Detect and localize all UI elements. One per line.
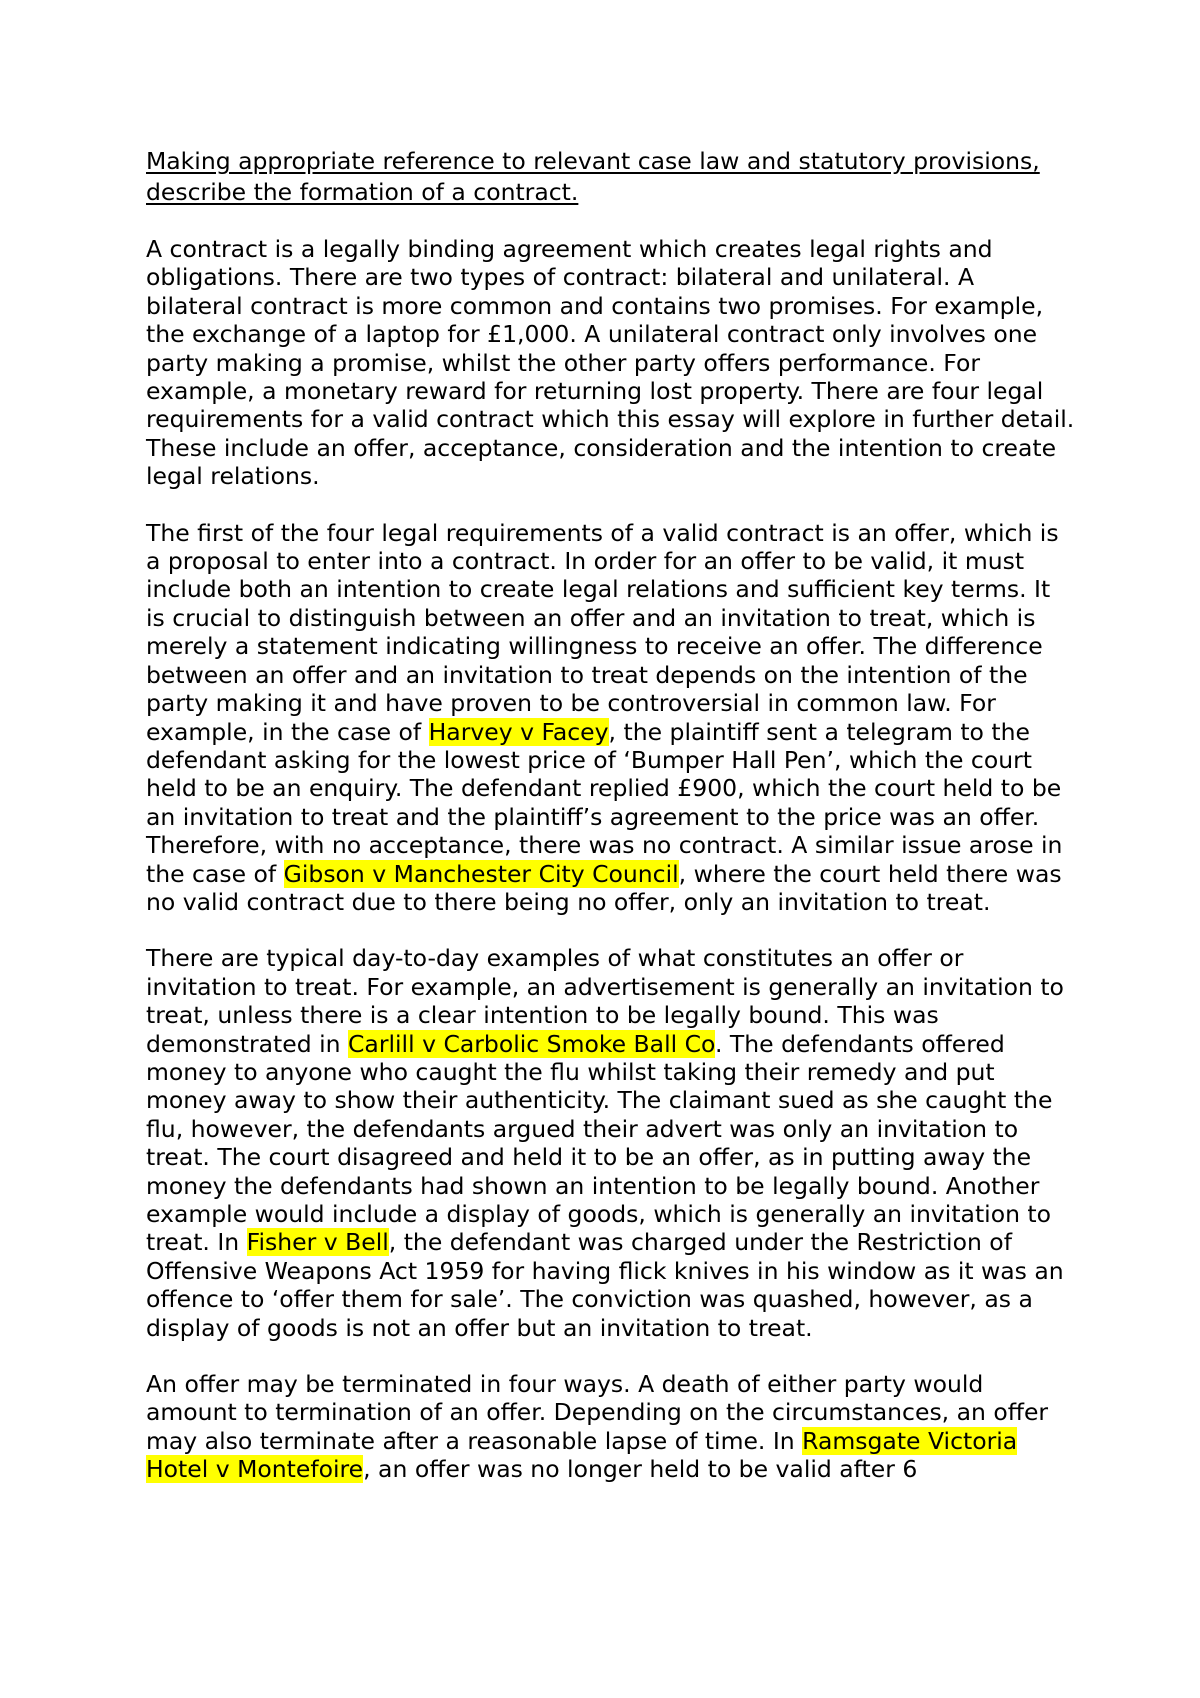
paragraph-text: , the plaintiff sent a telegram to the defendant asking for the lowest price of ‘Bumper Hall Pen’, which the court held to be an enquiry. The defendant replied £900, which the court held to be an invitation to treat and the plaintiff’s agreement to the price was an offer. Therefore, with no acceptance, there was no contract. A similar issue arose in the case of [146,717,1063,888]
paragraph [146,235,1076,491]
paragraph-text: . The defendants offered money to anyone who caught the flu whilst taking their remedy and put money away to show their authenticity. The claimant sued as she caught the flu, however, the defendants argued their advert was only an invitation to treat. The court disagreed and held it to be an offer, as in putting away the money the defendants had shown an intention to be legally bound. Another example would include a display of goods, which is generally an invitation to treat. In [146,1029,1053,1257]
paragraph-text: A contract is a legally binding agreement which creates legal rights and obligations. There are two types of contract: bilateral and unilateral. A bilateral contract is more common and contains two promises. For example, the exchange of a laptop for £1,000. A unilateral contract only involves one party making a promise, whilst the other party offers performance. For example, a monetary reward for returning lost property. There are four legal requirements for a valid contract which this essay will explore in further detail. These include an offer, acceptance, consideration and the intention to create legal relations. [146,235,1075,491]
paragraph-text: , an offer was no longer held to be valid after 6 [363,1455,918,1484]
case-name-highlight: Ramsgate Victoria Hotel v Montefoire [146,1426,1018,1484]
paragraph-text: , the defendant was charged under the Restriction of Offensive Weapons Act 1959 for having flick knives in his window as it was an offence to ‘offer them for sale’. The conviction was quashed, however, as a display of goods is not an offer but an invitation to treat. [146,1228,1064,1342]
essay-title: Making appropriate reference to relevant case law and statutory provisions, describe the formation of a contract. [146,147,1040,206]
case-name-highlight: Carlill v Carbolic Smoke Ball Co [348,1029,715,1058]
paragraph-text: The first of the four legal requirements of a valid contract is an offer, which is a proposal to enter into a contract. In order for an offer to be valid, it must include both an intention to create legal relations and sufficient key terms. It is crucial to distinguish between an offer and an invitation to treat, which is merely a statement indicating willingness to receive an offer. The difference between an offer and an invitation to treat depends on the intention of the party making it and have proven to be controversial in common law. For example, in the case of [146,518,1059,746]
paragraph [146,1370,1076,1484]
paragraph [146,519,1076,917]
document-body [146,146,1076,1512]
case-name-highlight: Fisher v Bell [246,1228,389,1257]
case-name-highlight: Harvey v Facey [428,717,609,746]
paragraph-text: , where the court held there was no valid contract due to there being no offer, only an invitation to treat. [146,859,1062,916]
paragraph-list [146,235,1076,1484]
case-name-highlight: Gibson v Manchester City Council [283,859,679,888]
paragraph-text: There are typical day-to-day examples of what constitutes an offer or invitation to treat. For example, an advertisement is generally an invitation to treat, unless there is a clear intention to be legally bound. This was demonstrated in [146,944,1064,1058]
paragraph-text: An offer may be terminated in four ways. A death of either party would amount to termination of an offer. Depending on the circumstances, an offer may also terminate after a reasonable lapse of time. In [146,1370,1049,1455]
paragraph [146,944,1076,1342]
